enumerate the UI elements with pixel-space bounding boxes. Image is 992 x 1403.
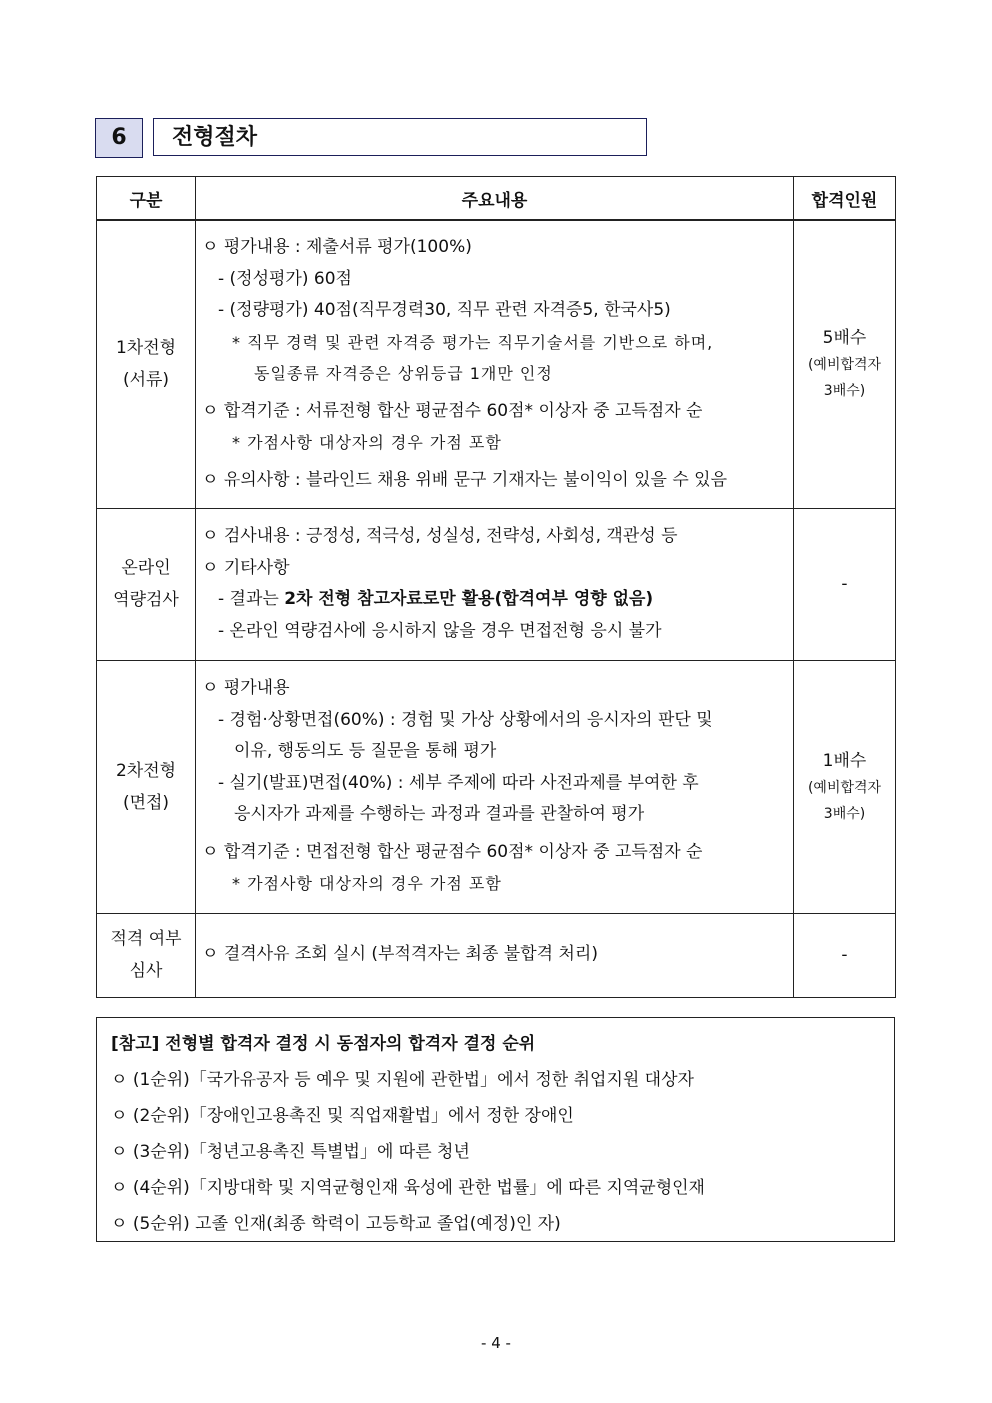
stage-name: 1차전형 — [115, 338, 177, 359]
stage-name: 2차전형 — [115, 760, 177, 781]
page-number: - 4 - — [481, 1334, 511, 1352]
table-row — [97, 913, 896, 997]
content-cell — [196, 913, 794, 997]
content-line: - 실기(발표)면접(40%) : 세부 주제에 따라 사전과제를 부여한 후 — [218, 772, 699, 793]
section-title: 전형절차 — [153, 118, 647, 156]
content-note: * 가점사항 대상자의 경우 가점 포함 — [232, 433, 502, 453]
table-header-row — [97, 177, 896, 221]
count-sub: (예비합격자 — [807, 779, 882, 796]
content-emphasis: 2차 전형 참고자료로만 활용(합격여부 영향 없음) — [284, 589, 654, 609]
count-main: 1배수 — [822, 750, 867, 771]
content-line: ㅇ 유의사항 : 블라인드 채용 위배 문구 기재자는 불이익이 있을 수 있음 — [202, 469, 727, 490]
table-row — [97, 220, 896, 508]
stage-subname: 역량검사 — [113, 590, 179, 610]
content-line: 이유, 행동의도 등 질문을 통해 평가 — [234, 741, 497, 762]
content-note: * 가점사항 대상자의 경우 가점 포함 — [232, 874, 502, 894]
stage-subname: (서류) — [122, 370, 170, 391]
reference-box — [96, 1017, 895, 1242]
reference-item: ㅇ (4순위)「지방대학 및 지역균형인재 육성에 관한 법률」에 따른 지역균형인재 — [111, 1178, 705, 1198]
stage-cell — [97, 508, 196, 660]
selection-procedure-table — [96, 176, 896, 998]
content-line — [202, 584, 787, 616]
header-content: 주요내용 — [196, 177, 794, 221]
content-line: - (정성평가) 60점 — [218, 268, 352, 289]
stage-name: 온라인 — [121, 558, 171, 578]
table-row — [97, 508, 896, 660]
stage-cell — [97, 913, 196, 997]
content-cell — [196, 660, 794, 913]
header-count: 합격인원 — [794, 177, 896, 221]
content-line: ㅇ 검사내용 : 긍정성, 적극성, 성실성, 전략성, 사회성, 객관성 등 — [202, 526, 678, 546]
count-cell — [794, 660, 896, 913]
table-row — [97, 660, 896, 913]
content-line: ㅇ 평가내용 — [202, 678, 290, 699]
count-sub: (예비합격자 — [807, 357, 882, 374]
count-sub: 3배수) — [823, 805, 866, 822]
content-note: * 직무 경력 및 관련 자격증 평가는 직무기술서를 기반으로 하며, — [232, 332, 714, 352]
count-cell — [794, 220, 896, 508]
header-stage: 구분 — [97, 177, 196, 221]
stage-name: 적격 여부 — [110, 929, 182, 949]
reference-item: ㅇ (1순위)「국가유공자 등 예우 및 지원에 관한법」에서 정한 취업지원 대상자 — [111, 1070, 694, 1090]
count-cell: - — [794, 508, 896, 660]
content-note: 동일종류 자격증은 상위등급 1개만 인정 — [254, 364, 553, 384]
reference-item: ㅇ (2순위)「장애인고용촉진 및 직업재활법」에서 정한 장애인 — [111, 1106, 574, 1126]
content-line: ㅇ 기타사항 — [202, 557, 290, 578]
content-cell — [196, 220, 794, 508]
count-sub: 3배수) — [823, 383, 866, 400]
stage-subname: 심사 — [129, 961, 163, 981]
stage-subname: (면접) — [122, 792, 170, 813]
section-header — [95, 118, 649, 158]
content-line: ㅇ 합격기준 : 면접전형 합산 평균점수 60점* 이상자 중 고득점자 순 — [202, 841, 703, 862]
count-main: 5배수 — [822, 328, 867, 349]
content-line: - 경험·상황면접(60%) : 경험 및 가상 상황에서의 응시자의 판단 및 — [218, 709, 713, 730]
content-line: - 온라인 역량검사에 응시하지 않을 경우 면접전형 응시 불가 — [218, 620, 662, 641]
count-cell: - — [794, 913, 896, 997]
content-cell — [196, 508, 794, 660]
reference-item: ㅇ (5순위) 고졸 인재(최종 학력이 고등학교 졸업(예정)인 자) — [111, 1214, 561, 1234]
reference-item: ㅇ (3순위)「청년고용촉진 특별법」에 따른 청년 — [111, 1142, 470, 1162]
reference-title: [참고] 전형별 합격자 결정 시 동점자의 합격자 결정 순위 — [111, 1034, 536, 1054]
stage-cell — [97, 220, 196, 508]
content-line: 응시자가 과제를 수행하는 과정과 결과를 관찰하여 평가 — [234, 804, 645, 825]
content-line: ㅇ 결격사유 조회 실시 (부적격자는 최종 불합격 처리) — [202, 944, 598, 965]
section-number: 6 — [95, 118, 143, 158]
content-line: ㅇ 합격기준 : 서류전형 합산 평균점수 60점* 이상자 중 고득점자 순 — [202, 400, 703, 421]
content-text: - 결과는 — [218, 589, 285, 609]
content-line: - (정량평가) 40점(직무경력30, 직무 관련 자격증5, 한국사5) — [218, 300, 671, 321]
stage-cell — [97, 660, 196, 913]
content-line: ㅇ 평가내용 : 제출서류 평가(100%) — [202, 237, 472, 258]
